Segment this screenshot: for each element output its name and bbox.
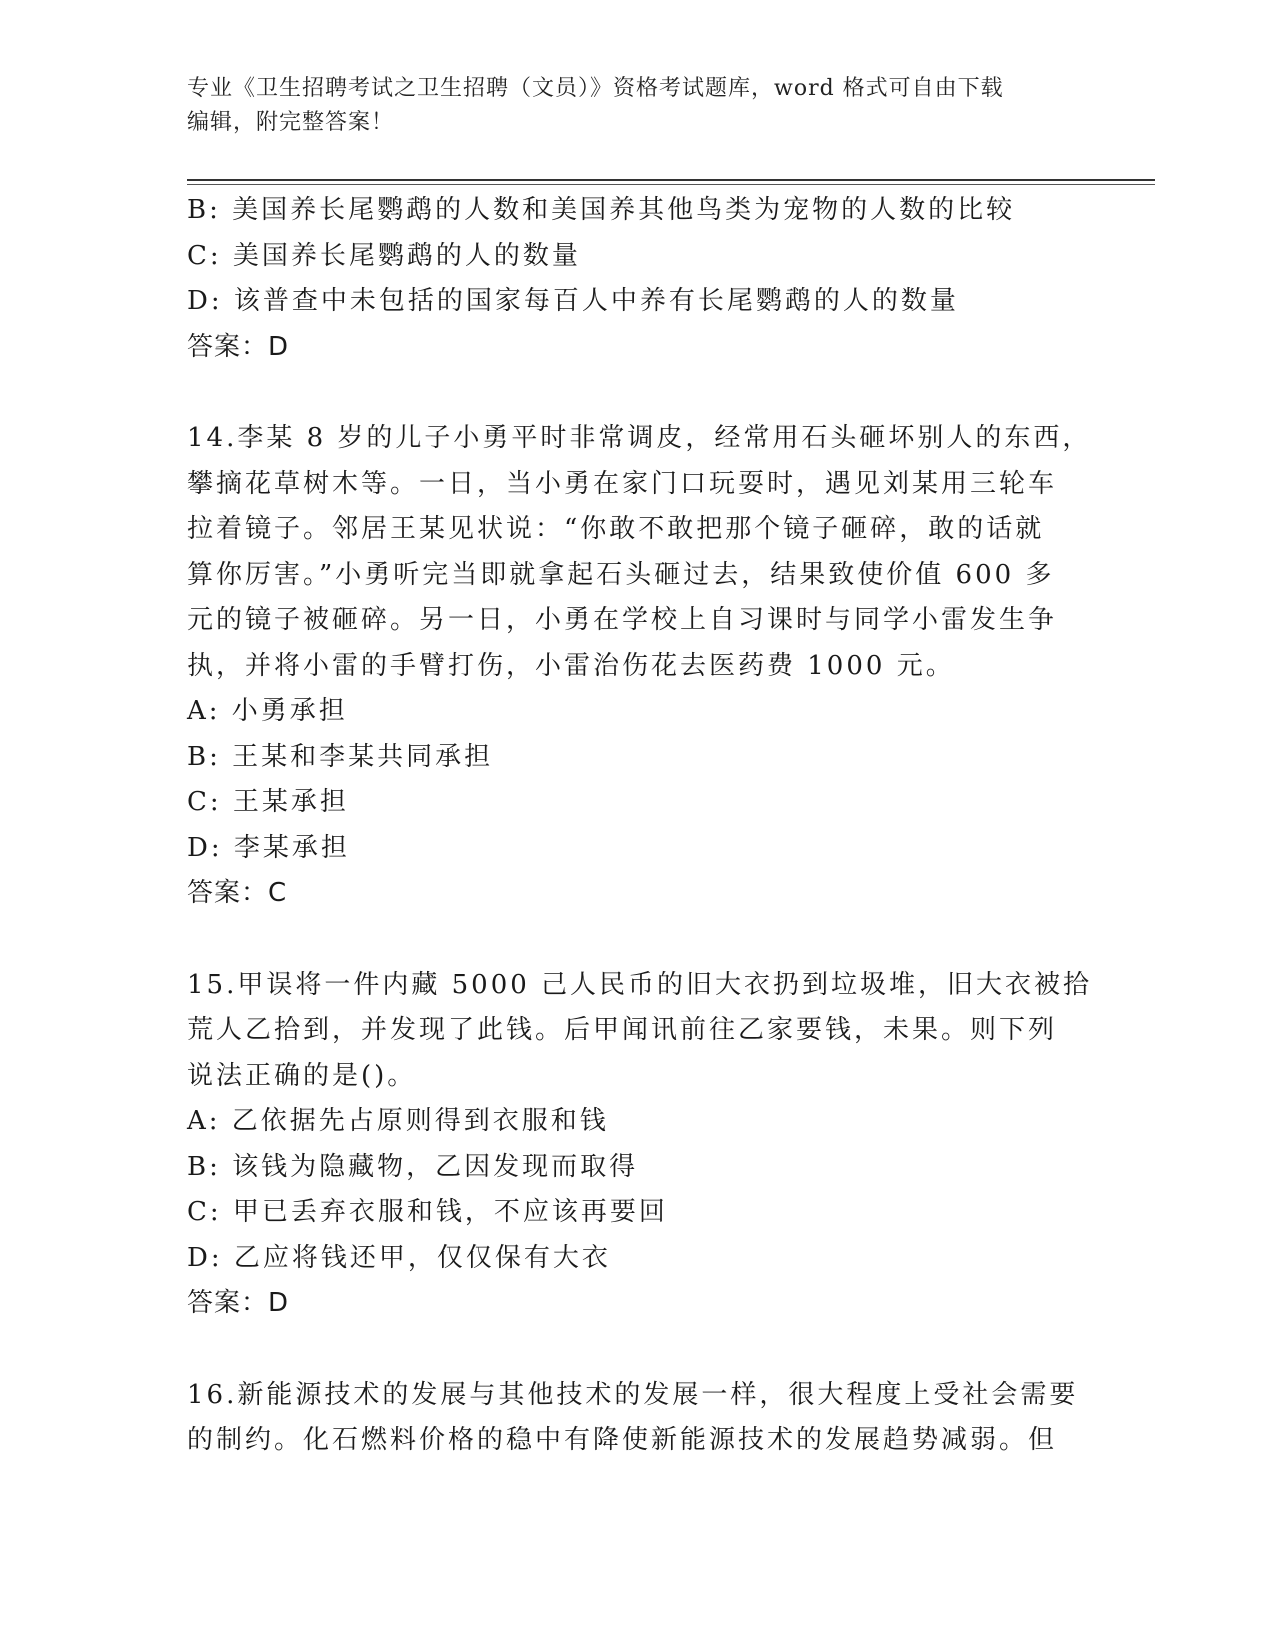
q13-option-d: D: 该普查中未包括的国家每百人中养有长尾鹦鹉的人的数量 (187, 286, 959, 316)
header-line-1: 专业《卫生招聘考试之卫生招聘（文员）》资格考试题库，word 格式可自由下载 (187, 76, 1004, 101)
header-divider-thick (187, 179, 1155, 181)
q15-stem-line: 荒人乙拾到，并发现了此钱。后甲闻讯前往乙家要钱，未果。则下列 (187, 1015, 1058, 1045)
question-13-continued (187, 188, 1067, 370)
q14-stem-line: 攀摘花草树木等。一日，当小勇在家门口玩耍时，遇见刘某用三轮车 (187, 468, 1058, 499)
q15-option-c: C: 甲已丢弃衣服和钱，不应该再要回 (187, 1197, 668, 1227)
q14-stem-line: 执，并将小雷的手臂打伤，小雷治伤花去医药费 1000 元。 (187, 650, 955, 681)
q15-option-a: A: 乙依据先占原则得到衣服和钱 (187, 1106, 609, 1136)
q14-option-d: D: 李某承担 (187, 832, 350, 863)
q13-answer: 答案：D (187, 331, 290, 362)
q14-option-a: A: 小勇承担 (187, 696, 348, 726)
q14-answer: 答案：C (187, 878, 288, 908)
q14-stem-line: 14.李某 8 岁的儿子小勇平时非常调皮，经常用石头砸坏别人的东西， (187, 423, 1092, 453)
q14-stem-line: 拉着镜子。邻居王某见状说：“你敢不敢把那个镜子砸碎，敢的话就 (187, 514, 1045, 544)
q15-option-d: D: 乙应将钱还甲，仅仅保有大衣 (187, 1242, 611, 1273)
question-15 (187, 963, 1093, 1327)
header-divider-thin (187, 184, 1155, 185)
document-header (187, 72, 1067, 140)
spacer (187, 917, 1067, 963)
question-content (187, 188, 1093, 1464)
q15-stem-line: 15.甲误将一件内藏 5000 己人民币的旧大衣扔到垃圾堆，旧大衣被拾 (187, 969, 1093, 1000)
spacer (187, 370, 1067, 416)
q14-stem-line: 算你厉害。”小勇听完当即就拿起石头砸过去，结果致使价值 600 多 (187, 559, 1055, 590)
q13-option-b: B: 美国养长尾鹦鹉的人数和美国养其他鸟类为宠物的人数的比较 (187, 195, 1016, 225)
question-14 (187, 416, 1092, 917)
q16-stem-line: 的制约。化石燃料价格的稳中有降使新能源技术的发展趋势减弱。但 (187, 1425, 1058, 1455)
q14-stem-line: 元的镜子被砸碎。另一日，小勇在学校上自习课时与同学小雷发生争 (187, 605, 1058, 635)
q14-option-b: B: 王某和李某共同承担 (187, 741, 494, 772)
q14-option-c: C: 王某承担 (187, 787, 349, 817)
q13-option-c: C: 美国养长尾鹦鹉的人的数量 (187, 240, 581, 271)
spacer (187, 1327, 1067, 1373)
q16-stem-line: 16.新能源技术的发展与其他技术的发展一样，很大程度上受社会需要 (187, 1379, 1079, 1410)
header-line-2: 编辑，附完整答案！ (187, 110, 395, 135)
q15-option-b: B: 该钱为隐藏物，乙因发现而取得 (187, 1151, 639, 1182)
question-16 (187, 1373, 1079, 1464)
q15-answer: 答案：D (187, 1288, 290, 1318)
q15-stem-line: 说法正确的是()。 (187, 1060, 417, 1091)
